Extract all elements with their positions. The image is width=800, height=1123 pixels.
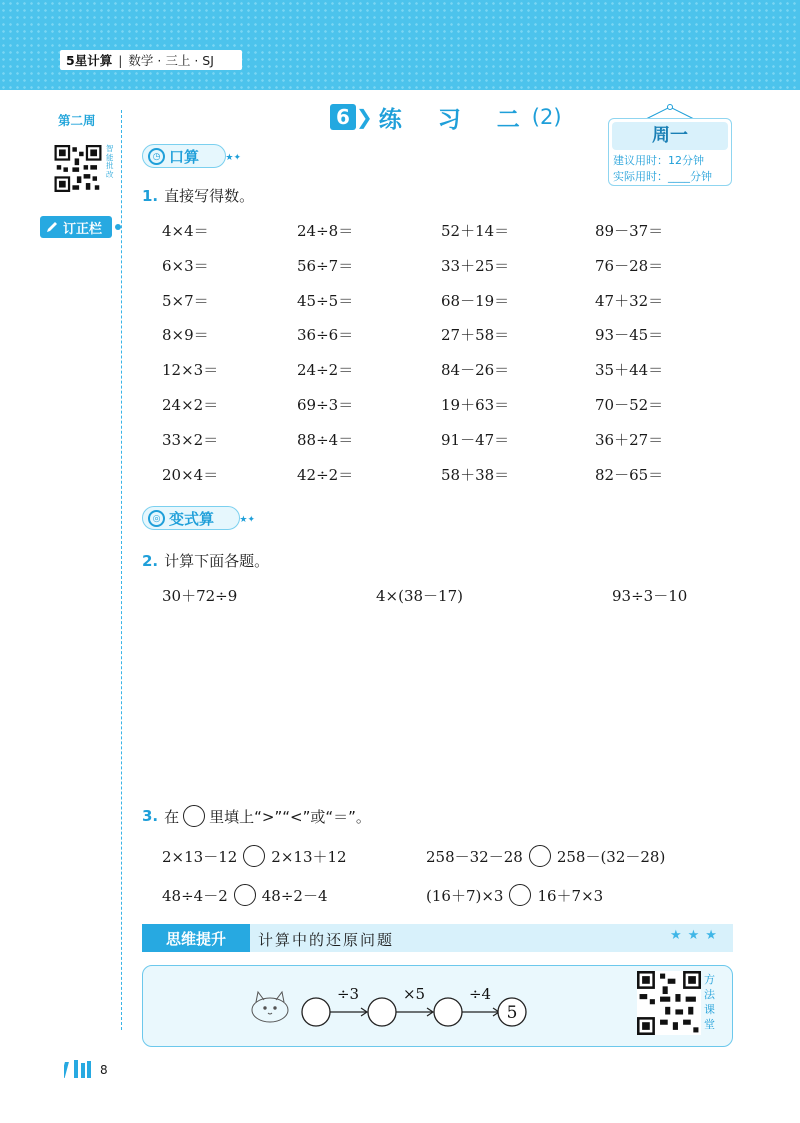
oral-problem: 24÷2＝	[297, 361, 354, 380]
oral-problem: 20×4＝	[162, 465, 219, 484]
variation-problem: 93÷3－10	[612, 587, 688, 605]
lesson-name: 练 习 二	[378, 106, 534, 133]
oral-problem: 36＋27＝	[595, 430, 664, 449]
qr-code-icon[interactable]	[52, 145, 104, 192]
oral-problem: 52＋14＝	[441, 222, 510, 240]
chevron-right-icon: ❯	[356, 105, 373, 129]
thinking-subtitle: 计算中的还原问题	[258, 931, 395, 949]
compare-item	[162, 884, 328, 906]
oral-problem: 33×2＝	[162, 430, 219, 449]
oral-problem: 45÷5＝	[297, 291, 354, 310]
book-subject: 数学 · 三上 · SJ	[128, 53, 214, 68]
lesson-part: (2)	[531, 105, 562, 129]
oral-problem: 88÷4＝	[297, 430, 354, 449]
page-number: 8	[100, 1063, 108, 1077]
oral-problem: 33＋25＝	[441, 256, 510, 275]
oral-problem: 6×3＝	[162, 256, 209, 275]
compare-right: 16＋7×3	[537, 886, 604, 905]
compare-item	[162, 845, 347, 867]
oral-problem: 12×3＝	[162, 361, 219, 380]
method-label: 方法课堂	[704, 973, 715, 1031]
stars-icon: ★★★	[670, 928, 723, 943]
oral-problem: 91－47＝	[441, 430, 510, 449]
compare-left: 48÷4－2	[162, 886, 228, 905]
chain-blank-circle[interactable]	[434, 998, 462, 1026]
compare-answer-circle[interactable]	[234, 884, 256, 906]
section-variation-header	[142, 506, 255, 530]
oral-problem: 36÷6＝	[297, 326, 354, 345]
oral-problem: 69÷3＝	[297, 396, 354, 414]
chain-blank-circle[interactable]	[368, 998, 396, 1026]
corrections-label: 订正栏	[63, 221, 103, 237]
question-2	[142, 550, 269, 571]
oral-problem: 24÷8＝	[297, 222, 354, 240]
stars-icon: ★✦	[225, 153, 241, 163]
oral-problem: 68－19＝	[441, 291, 510, 310]
day-label: 周一	[612, 122, 728, 150]
question-number: 3.	[142, 807, 159, 825]
qr-code-icon[interactable]	[637, 971, 701, 1035]
compare-item	[426, 845, 665, 867]
compare-suffix: 里填上“>”“<”或“＝”。	[209, 807, 371, 826]
variation-problem: 4×(38－17)	[376, 587, 463, 605]
oral-problem: 76－28＝	[595, 256, 664, 275]
qr-caption: 智能批改	[106, 144, 114, 179]
book-title-strip	[60, 50, 242, 70]
chain-op: ×5	[402, 985, 426, 1003]
stopwatch-icon: ◷	[148, 148, 165, 165]
oral-problem: 24×2＝	[162, 396, 219, 414]
chain-op: ÷3	[336, 985, 360, 1003]
corrections-tag	[40, 216, 112, 238]
week-label: 第二周	[58, 113, 96, 128]
section-oral-header	[142, 144, 241, 168]
margin-dashed-line	[121, 110, 122, 1030]
pencil-icon	[45, 220, 59, 234]
question-3	[142, 805, 371, 827]
oral-problem: 89－37＝	[595, 222, 664, 240]
oral-problem: 70－52＝	[595, 396, 664, 414]
variation-problem: 30＋72÷9	[162, 587, 238, 605]
question-number: 1.	[142, 187, 159, 205]
circle-placeholder-icon	[183, 805, 205, 827]
compare-left: 2×13－12	[162, 847, 238, 866]
books-icon	[64, 1058, 94, 1078]
question-text: 直接写得数。	[164, 187, 255, 205]
oral-problem: 56÷7＝	[297, 256, 354, 275]
suggested-time: 建议用时：12分钟	[613, 154, 704, 167]
oral-problem: 27＋58＝	[441, 326, 510, 345]
chain-op: ÷4	[468, 985, 492, 1003]
question-1	[142, 185, 254, 206]
oral-problem: 47＋32＝	[595, 291, 664, 310]
compare-right: 258－(32－28)	[556, 847, 666, 866]
oral-problem: 35＋44＝	[595, 361, 664, 380]
section-variation-title: 变式算	[169, 509, 215, 528]
chain-result: 5	[506, 1003, 518, 1023]
question-number: 2.	[142, 552, 159, 570]
oral-problem: 82－65＝	[595, 465, 664, 484]
tag-dot	[115, 224, 121, 230]
lesson-title	[330, 102, 562, 132]
oral-problem: 5×7＝	[162, 291, 209, 310]
target-icon: ◎	[148, 510, 165, 527]
lesson-number: 6	[330, 104, 356, 130]
question-text: 计算下面各题。	[164, 552, 270, 570]
compare-answer-circle[interactable]	[529, 845, 551, 867]
header-band	[0, 0, 800, 90]
oral-problem: 93－45＝	[595, 326, 664, 345]
thinking-label: 思维提升	[142, 924, 250, 952]
compare-right: 48÷2－4	[261, 886, 328, 905]
chain-blank-circle[interactable]	[302, 998, 330, 1026]
compare-left: 258－32－28	[426, 847, 523, 866]
cat-icon	[252, 992, 288, 1022]
oral-problem: 4×4＝	[162, 222, 209, 240]
oral-problem: 84－26＝	[441, 361, 510, 380]
compare-item	[426, 884, 603, 906]
compare-right: 2×13＋12	[271, 847, 347, 866]
compare-left: (16＋7)×3	[426, 886, 504, 905]
compare-prefix: 在	[164, 807, 180, 826]
brand-separator: |	[118, 52, 123, 68]
compare-answer-circle[interactable]	[243, 845, 265, 867]
stars-icon: ★✦	[239, 515, 255, 525]
book-brand: 5星计算	[66, 53, 113, 68]
compare-answer-circle[interactable]	[509, 884, 531, 906]
oral-problem: 58＋38＝	[441, 465, 510, 484]
oral-problem: 19＋63＝	[441, 396, 510, 414]
oral-problem: 42÷2＝	[297, 465, 354, 484]
actual-time: 实际用时：____分钟	[613, 170, 712, 183]
reverse-chain-diagram	[240, 972, 540, 1032]
section-oral-title: 口算	[169, 147, 200, 166]
oral-problem: 8×9＝	[162, 326, 209, 345]
